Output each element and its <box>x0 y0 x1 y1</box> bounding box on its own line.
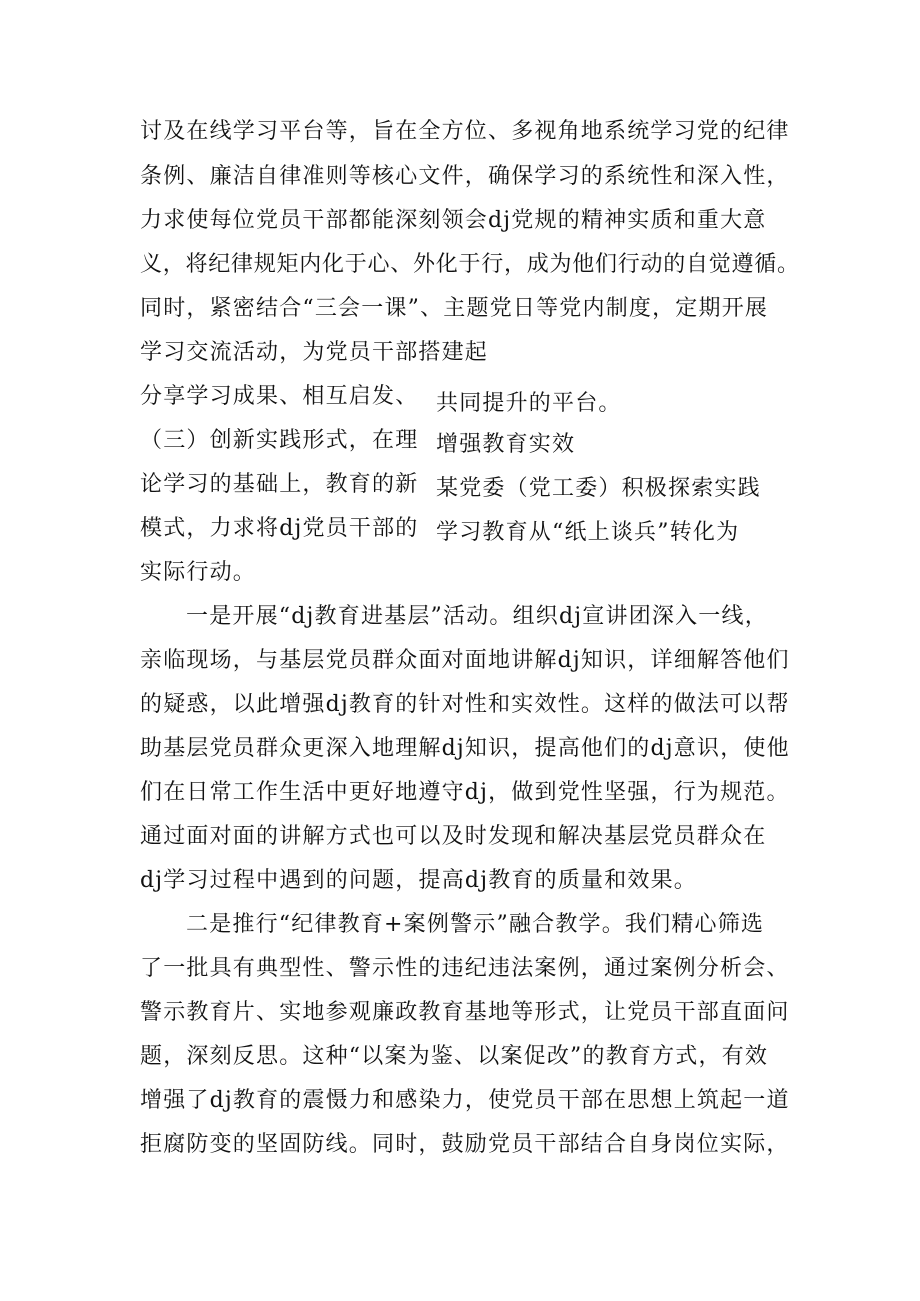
text-line: 通过面对面的讲解方式也可以及时发现和解决基层党员群众在 <box>140 824 767 849</box>
text-line: 亲临现场，与基层党员群众面对面地讲解dj知识，详细解答他们 <box>140 648 790 673</box>
text-line: 力求使每位党员干部都能深刻领会dj党规的精神实质和重大意 <box>140 208 767 233</box>
text-line: dj学习过程中遇到的问题，提高dj教育的质量和效果。 <box>140 868 698 893</box>
right-column-line: 学习教育从“纸上谈兵”转化为 <box>436 520 740 545</box>
right-column-line: 共同提升的平台。 <box>436 391 622 416</box>
left-column-line: 分享学习成果、相互启发、 <box>140 384 419 409</box>
text-line: 题，深刻反思。这种“以案为鉴、以案促改”的教育方式，有效 <box>140 1044 769 1069</box>
text-line: 讨及在线学习平台等，旨在全方位、多视角地系统学习党的纪律 <box>140 119 790 144</box>
left-column-line: 论学习的基础上，教育的新 <box>140 472 419 497</box>
right-column-line: 增强教育实效 <box>436 432 576 457</box>
text-line: 条例、廉洁自律准则等核心文件，确保学习的系统性和深入性， <box>140 164 790 189</box>
text-line: 学习交流活动，为党员干部搭建起 <box>140 340 489 365</box>
text-line: 同时，紧密结合“三会一课”、主题党日等党内制度，定期开展 <box>140 296 769 321</box>
text-line: 助基层党员群众更深入地理解dj知识，提高他们的dj意识，使他 <box>140 736 790 761</box>
left-column-line: （三）创新实践形式，在理 <box>140 428 419 453</box>
text-line: 们在日常工作生活中更好地遵守dj，做到党性坚强，行为规范。 <box>140 780 790 805</box>
right-column-line: 某党委（党工委）积极探索实践 <box>436 476 761 501</box>
text-line: 义，将纪律规矩内化于心、外化于行，成为他们行动的自觉遵循。 <box>140 252 800 277</box>
text-line: 增强了dj教育的震慑力和感染力，使党员干部在思想上筑起一道 <box>140 1088 790 1113</box>
text-line: 警示教育片、实地参观廉政教育基地等形式，让党员干部直面问 <box>140 1000 790 1025</box>
paragraph-first-line: 一是开展“dj教育进基层”活动。组织dj宣讲团深入一线， <box>186 604 768 629</box>
text-line: 的疑惑，以此增强dj教育的针对性和实效性。这样的做法可以帮 <box>140 692 790 717</box>
paragraph-first-line: 二是推行“纪律教育+案例警示”融合教学。我们精心筛选 <box>186 912 765 937</box>
text-line: 拒腐防变的坚固防线。同时，鼓励党员干部结合自身岗位实际， <box>140 1132 790 1157</box>
text-line: 实际行动。 <box>140 560 257 585</box>
text-line: 了一批具有典型性、警示性的违纪违法案例，通过案例分析会、 <box>140 956 790 981</box>
left-column-line: 模式，力求将dj党员干部的 <box>140 516 419 541</box>
